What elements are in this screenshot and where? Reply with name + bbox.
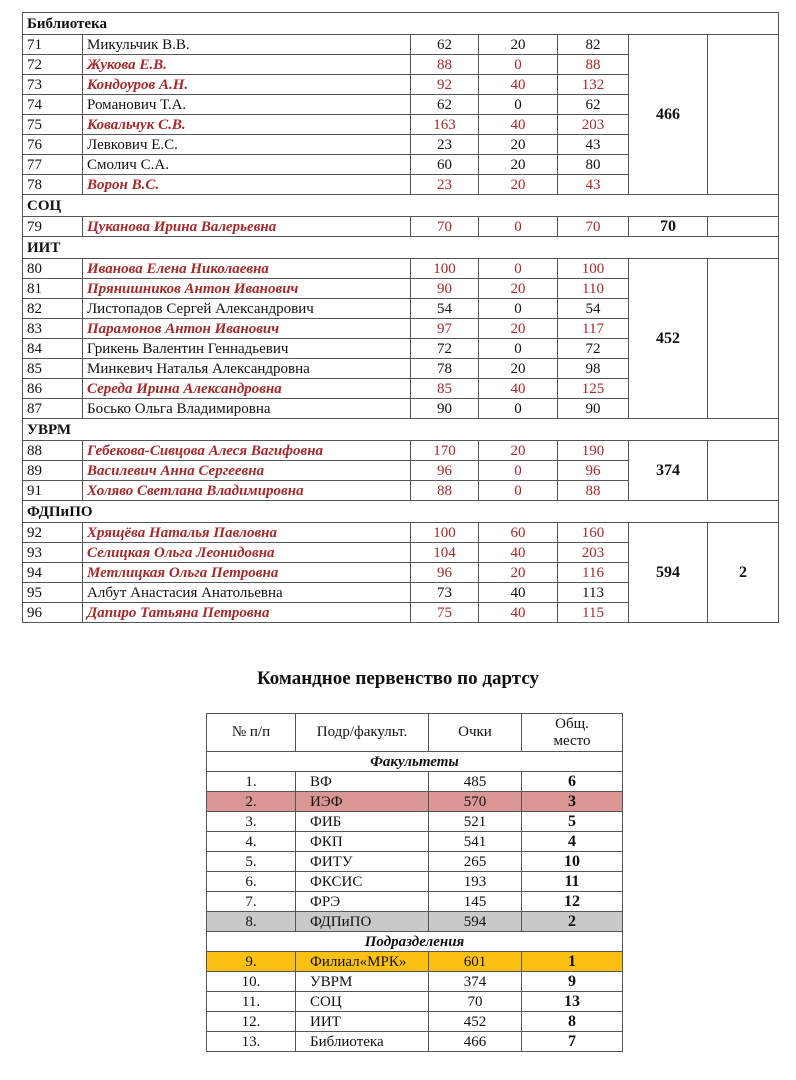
score-a: 72 (411, 339, 479, 359)
score-a: 60 (411, 155, 479, 175)
team-name: ИЭФ (296, 792, 429, 812)
participant-number: 86 (23, 379, 83, 399)
team-name: ВФ (296, 772, 429, 792)
score-total: 88 (558, 55, 629, 75)
participant-number: 91 (23, 481, 83, 501)
team-place: 11 (522, 872, 623, 892)
score-a: 90 (411, 279, 479, 299)
team-points: 145 (429, 892, 522, 912)
team-row (207, 812, 623, 832)
score-b: 20 (479, 155, 558, 175)
team-row (207, 792, 623, 812)
participant-number: 75 (23, 115, 83, 135)
participant-number: 83 (23, 319, 83, 339)
participant-row (23, 35, 779, 55)
participant-name: Кондоуров А.Н. (83, 75, 411, 95)
participant-number: 94 (23, 563, 83, 583)
team-name: ФДПиПО (296, 912, 429, 932)
participant-number: 80 (23, 259, 83, 279)
score-a: 85 (411, 379, 479, 399)
score-total: 70 (558, 217, 629, 237)
participant-number: 76 (23, 135, 83, 155)
team-row (207, 852, 623, 872)
score-total: 62 (558, 95, 629, 115)
section-title: ФДПиПО (23, 501, 779, 523)
score-b: 0 (479, 339, 558, 359)
score-total: 132 (558, 75, 629, 95)
score-total: 203 (558, 115, 629, 135)
score-b: 0 (479, 481, 558, 501)
participant-number: 71 (23, 35, 83, 55)
participant-name: Левкович Е.С. (83, 135, 411, 155)
participant-name: Грикень Валентин Геннадьевич (83, 339, 411, 359)
team-row (207, 832, 623, 852)
team-place: 2 (522, 912, 623, 932)
team-row (207, 952, 623, 972)
participant-row (23, 217, 779, 237)
participant-name: Албут Анастасия Анатольевна (83, 583, 411, 603)
score-b: 0 (479, 259, 558, 279)
header-points: Очки (429, 714, 522, 752)
score-total: 113 (558, 583, 629, 603)
score-total: 88 (558, 481, 629, 501)
team-number: 3. (207, 812, 296, 832)
team-points: 452 (429, 1012, 522, 1032)
team-row (207, 912, 623, 932)
score-a: 70 (411, 217, 479, 237)
score-total: 96 (558, 461, 629, 481)
participant-results-table (22, 12, 779, 623)
team-place: 7 (522, 1032, 623, 1052)
team-row (207, 1032, 623, 1052)
team-points: 485 (429, 772, 522, 792)
group-title: Подразделения (207, 932, 623, 952)
score-total: 125 (558, 379, 629, 399)
participant-number: 95 (23, 583, 83, 603)
participant-number: 79 (23, 217, 83, 237)
team-points: 594 (429, 912, 522, 932)
team-place: 3 (522, 792, 623, 812)
score-total: 82 (558, 35, 629, 55)
participant-name: Романович Т.А. (83, 95, 411, 115)
section-title: ИИТ (23, 237, 779, 259)
participant-name: Хрящёва Наталья Павловна (83, 523, 411, 543)
score-a: 92 (411, 75, 479, 95)
score-total: 43 (558, 135, 629, 155)
participant-number: 85 (23, 359, 83, 379)
score-a: 88 (411, 55, 479, 75)
participant-name: Листопадов Сергей Александрович (83, 299, 411, 319)
score-b: 20 (479, 175, 558, 195)
participant-row (23, 259, 779, 279)
team-number: 2. (207, 792, 296, 812)
header-name: Подр/факульт. (296, 714, 429, 752)
team-place: 5 (522, 812, 623, 832)
section-header-row (23, 195, 779, 217)
score-b: 20 (479, 441, 558, 461)
team-place: 13 (522, 992, 623, 1012)
team-number: 5. (207, 852, 296, 872)
score-b: 40 (479, 379, 558, 399)
score-a: 170 (411, 441, 479, 461)
participant-name: Холяво Светлана Владимировна (83, 481, 411, 501)
participant-name: Ворон В.С. (83, 175, 411, 195)
section-total: 70 (629, 217, 708, 237)
team-name: СОЦ (296, 992, 429, 1012)
section-place (708, 441, 779, 501)
section-title: Библиотека (23, 13, 779, 35)
team-row (207, 1012, 623, 1032)
section-title: СОЦ (23, 195, 779, 217)
team-points: 374 (429, 972, 522, 992)
participant-name: Иванова Елена Николаевна (83, 259, 411, 279)
section-total: 374 (629, 441, 708, 501)
score-a: 23 (411, 175, 479, 195)
group-header-row (207, 932, 623, 952)
team-points: 541 (429, 832, 522, 852)
section-header-row (23, 13, 779, 35)
score-total: 72 (558, 339, 629, 359)
participant-name: Василевич Анна Сергеевна (83, 461, 411, 481)
team-number: 8. (207, 912, 296, 932)
score-a: 96 (411, 563, 479, 583)
header-place: Общ. место (522, 714, 623, 752)
team-number: 4. (207, 832, 296, 852)
team-name: УВРМ (296, 972, 429, 992)
participant-name: Дапиро Татьяна Петровна (83, 603, 411, 623)
team-points: 601 (429, 952, 522, 972)
participant-number: 92 (23, 523, 83, 543)
participant-number: 78 (23, 175, 83, 195)
score-b: 0 (479, 461, 558, 481)
participant-number: 74 (23, 95, 83, 115)
team-number: 12. (207, 1012, 296, 1032)
score-a: 100 (411, 523, 479, 543)
score-b: 0 (479, 55, 558, 75)
section-total: 594 (629, 523, 708, 623)
team-place: 6 (522, 772, 623, 792)
team-place: 8 (522, 1012, 623, 1032)
score-b: 20 (479, 319, 558, 339)
team-name: ФИБ (296, 812, 429, 832)
participant-name: Селицкая Ольга Леонидовна (83, 543, 411, 563)
participant-name: Цуканова Ирина Валерьевна (83, 217, 411, 237)
team-place: 4 (522, 832, 623, 852)
score-b: 0 (479, 399, 558, 419)
participant-number: 88 (23, 441, 83, 461)
participant-name: Жукова Е.В. (83, 55, 411, 75)
participant-number: 73 (23, 75, 83, 95)
team-points: 70 (429, 992, 522, 1012)
score-total: 54 (558, 299, 629, 319)
team-number: 11. (207, 992, 296, 1012)
group-title: Факультеты (207, 752, 623, 772)
header-num: № п/п (207, 714, 296, 752)
team-points: 466 (429, 1032, 522, 1052)
participant-number: 89 (23, 461, 83, 481)
team-name: ФРЭ (296, 892, 429, 912)
participant-row (23, 441, 779, 461)
team-number: 13. (207, 1032, 296, 1052)
team-points: 265 (429, 852, 522, 872)
group-header-row (207, 752, 623, 772)
section-title: УВРМ (23, 419, 779, 441)
team-table-title: Командное первенство по дартсу (256, 668, 540, 689)
team-table-header (207, 714, 623, 752)
team-place: 12 (522, 892, 623, 912)
score-a: 23 (411, 135, 479, 155)
score-total: 90 (558, 399, 629, 419)
team-place: 10 (522, 852, 623, 872)
score-a: 90 (411, 399, 479, 419)
team-name: ФКСИС (296, 872, 429, 892)
score-b: 0 (479, 217, 558, 237)
score-total: 43 (558, 175, 629, 195)
participant-name: Минкевич Наталья Александровна (83, 359, 411, 379)
score-a: 88 (411, 481, 479, 501)
participant-name: Ковальчук С.В. (83, 115, 411, 135)
participant-number: 72 (23, 55, 83, 75)
participant-name: Метлицкая Ольга Петровна (83, 563, 411, 583)
section-header-row (23, 501, 779, 523)
score-a: 97 (411, 319, 479, 339)
score-a: 163 (411, 115, 479, 135)
score-total: 100 (558, 259, 629, 279)
score-total: 115 (558, 603, 629, 623)
participant-name: Середа Ирина Александровна (83, 379, 411, 399)
score-b: 20 (479, 279, 558, 299)
section-total: 466 (629, 35, 708, 195)
team-points: 521 (429, 812, 522, 832)
team-number: 9. (207, 952, 296, 972)
score-total: 80 (558, 155, 629, 175)
team-place: 9 (522, 972, 623, 992)
team-name: Библиотека (296, 1032, 429, 1052)
score-a: 54 (411, 299, 479, 319)
participant-number: 93 (23, 543, 83, 563)
team-name: ИИТ (296, 1012, 429, 1032)
participant-name: Прянишников Антон Иванович (83, 279, 411, 299)
score-a: 104 (411, 543, 479, 563)
team-row (207, 772, 623, 792)
score-b: 20 (479, 359, 558, 379)
participant-number: 84 (23, 339, 83, 359)
score-b: 60 (479, 523, 558, 543)
team-number: 10. (207, 972, 296, 992)
score-a: 75 (411, 603, 479, 623)
score-total: 117 (558, 319, 629, 339)
score-b: 40 (479, 75, 558, 95)
participant-name: Смолич С.А. (83, 155, 411, 175)
participant-row (23, 523, 779, 543)
team-standings-table (206, 713, 623, 1052)
team-points: 570 (429, 792, 522, 812)
section-header-row (23, 419, 779, 441)
team-place: 1 (522, 952, 623, 972)
team-number: 1. (207, 772, 296, 792)
team-row (207, 892, 623, 912)
participant-number: 77 (23, 155, 83, 175)
team-points: 193 (429, 872, 522, 892)
team-row (207, 992, 623, 1012)
score-a: 100 (411, 259, 479, 279)
score-b: 20 (479, 135, 558, 155)
participant-name: Гебекова-Сивцова Алеся Вагифовна (83, 441, 411, 461)
team-row (207, 872, 623, 892)
score-a: 96 (411, 461, 479, 481)
participant-number: 82 (23, 299, 83, 319)
score-total: 98 (558, 359, 629, 379)
score-b: 40 (479, 543, 558, 563)
participant-name: Парамонов Антон Иванович (83, 319, 411, 339)
section-place: 2 (708, 523, 779, 623)
participant-number: 96 (23, 603, 83, 623)
participant-name: Босько Ольга Владимировна (83, 399, 411, 419)
score-b: 20 (479, 35, 558, 55)
score-total: 116 (558, 563, 629, 583)
team-name: Филиал«МРК» (296, 952, 429, 972)
team-number: 7. (207, 892, 296, 912)
score-a: 62 (411, 35, 479, 55)
score-b: 0 (479, 95, 558, 115)
team-name: ФИТУ (296, 852, 429, 872)
score-a: 78 (411, 359, 479, 379)
score-total: 203 (558, 543, 629, 563)
score-b: 0 (479, 299, 558, 319)
team-name: ФКП (296, 832, 429, 852)
section-header-row (23, 237, 779, 259)
score-total: 110 (558, 279, 629, 299)
score-total: 190 (558, 441, 629, 461)
participant-name: Микульчик В.В. (83, 35, 411, 55)
team-number: 6. (207, 872, 296, 892)
section-place (708, 35, 779, 195)
score-b: 40 (479, 603, 558, 623)
score-a: 62 (411, 95, 479, 115)
score-b: 40 (479, 583, 558, 603)
score-total: 160 (558, 523, 629, 543)
participant-number: 87 (23, 399, 83, 419)
team-row (207, 972, 623, 992)
section-place (708, 259, 779, 419)
participant-number: 81 (23, 279, 83, 299)
section-place (708, 217, 779, 237)
score-b: 40 (479, 115, 558, 135)
score-b: 20 (479, 563, 558, 583)
section-total: 452 (629, 259, 708, 419)
score-a: 73 (411, 583, 479, 603)
